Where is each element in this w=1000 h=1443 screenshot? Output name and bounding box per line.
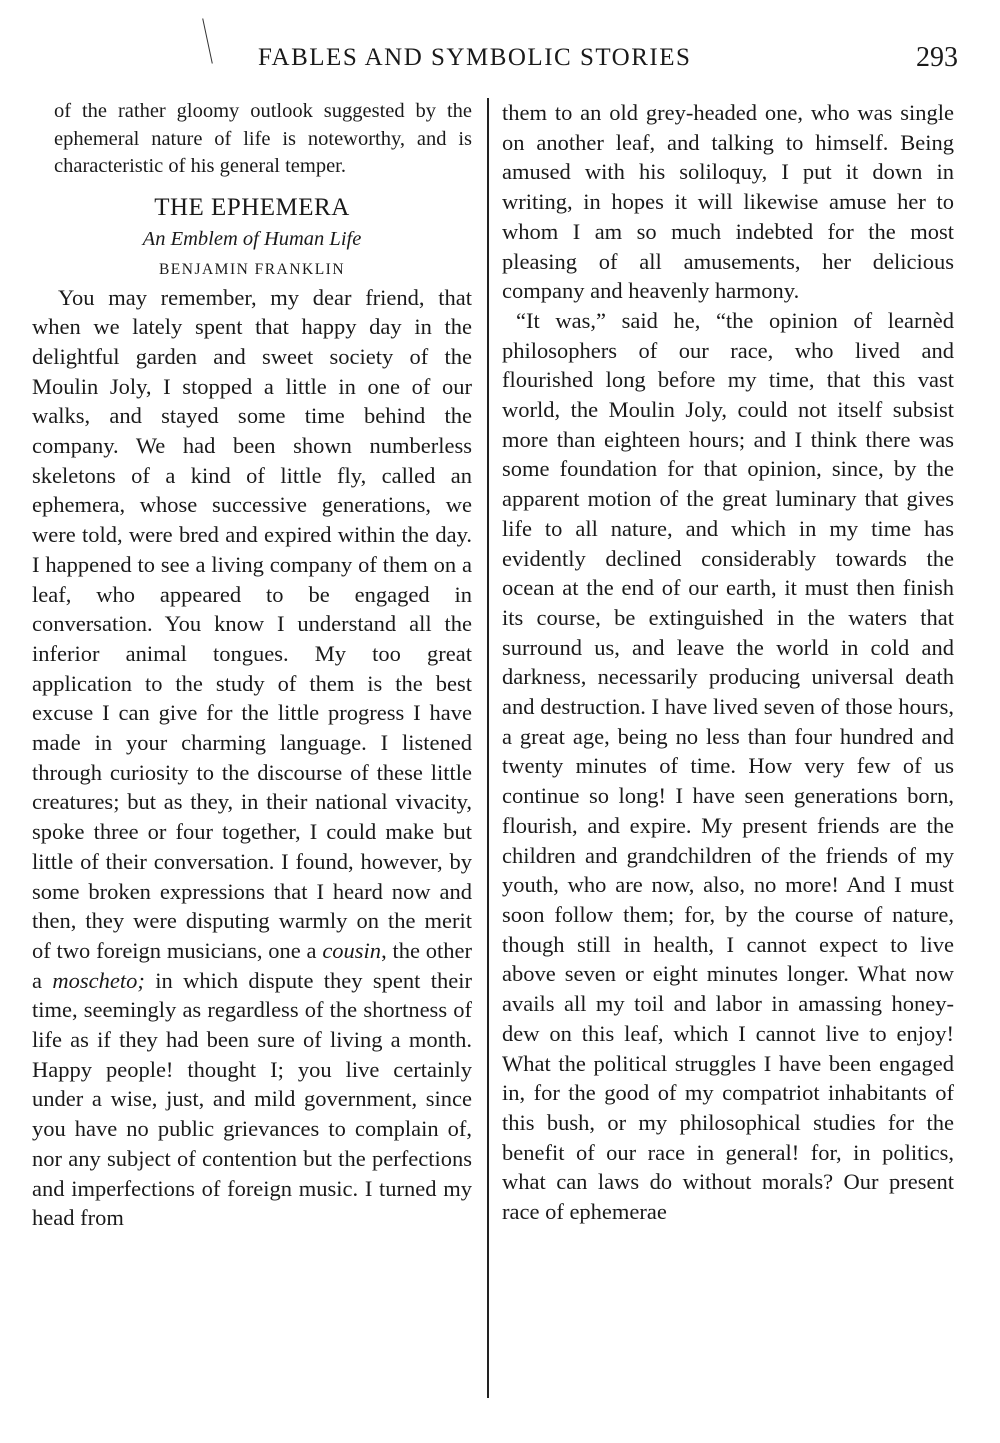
italic-word-moscheto: moscheto; [52,967,145,993]
italic-word-cousin: cousin [322,937,382,963]
left-column [32,98,472,1233]
paragraph-1-part-2: , the other a [32,937,472,993]
story-paragraph-2: “It was,” said he, “the opinion of learnèd philosophers of our race, who lived and flourished long before my time, that this vast world, the Moulin Joly, could not itself subsist more than eighteen hours; and I think there was some foundation for that opinion, since, by the apparent motion of the great luminary that gives life to all nature, and which in my time has evidently declined considerably towards the ocean at the end of our earth, it must then finish its course, be extinguished in the waters that surround us, and leave the world in cold and darkness, necessarily producing universal death and destruction. I have lived seven of those hours, a great age, being no less than four hundred and twenty minutes of time. How very few of us continue so long! I have seen generations born, flourish, and expire. My present friends are the children and grandchildren of the friends of my youth, who are now, also, no more! And I must soon follow them; for, by the course of nature, though still in health, I cannot expect to live above seven or eight minutes longer. What now avails all my toil and labor in amassing honey-dew on this leaf, which I cannot live to enjoy! What the political struggles I have been engaged in, for the good of my compatriot inhabitants of this bush, or my philosophical studies for the benefit of our race in general! for, in politics, what can laws do without morals? Our present race of ephemerae [502,307,954,1225]
paragraph-1-part-1: You may remember, my dear friend, that when we lately spent that happy day in the delightful garden and sweet society of the Moulin Joly, I stopped a little in one of our walks, and stayed some time behind the company. We had been shown numberless skeletons of a kind of little fly, called an ephemera, whose successive generations, we were told, were bred and expired within the day. I happened to see a living company of them on a leaf, who appeared to be engaged in conversation. You know I understand all the inferior animal tongues. My too great application to the study of them is the best excuse I can give for the little progress I have made in your charming language. I listened through curiosity to the discourse of these little creatures; but as they, in their national vivacity, spoke three or four together, I could make but little of their conversation. I found, however, by some broken expressions that I heard now and then, they were disputing warmly on the merit of two foreign musicians, one a [32,284,472,963]
running-head [0,40,1000,80]
intro-paragraph: of the rather gloomy outlook suggested by the ephemeral nature of life is noteworthy, and is characteristic of his general temper. [54,100,472,177]
right-column [502,98,954,1227]
story-paragraph-1 [32,283,472,1234]
paragraph-1-part-3: in which dispute they spent their time, seemingly as regardless of the shortness of life as if they had been sure of living a month. Happy people! thought I; you live certainly under a wise, just, and mild government, since you have no public grievances to complain of, nor any subject of contention but the perfections and imperfections of foreign music. I turned my head from [32,967,472,1231]
story-paragraph-1-continued: them to an old grey-headed one, who was single on another leaf, and talking to himself. Being amused with his soliloquy, I put it down in writing, in hopes it will likewise amuse her to whom I am so much indebted for the most pleasing of all amusements, her delicious company and heavenly harmony. [502,100,954,304]
story-author: BENJAMIN FRANKLIN [158,260,346,278]
page-number: 293 [916,42,958,73]
story-subtitle: An Emblem of Human Life [142,227,362,250]
running-title: FABLES AND SYMBOLIC STORIES [258,44,692,71]
story-title: THE EPHEMERA [154,193,350,221]
column-divider [487,98,489,1398]
